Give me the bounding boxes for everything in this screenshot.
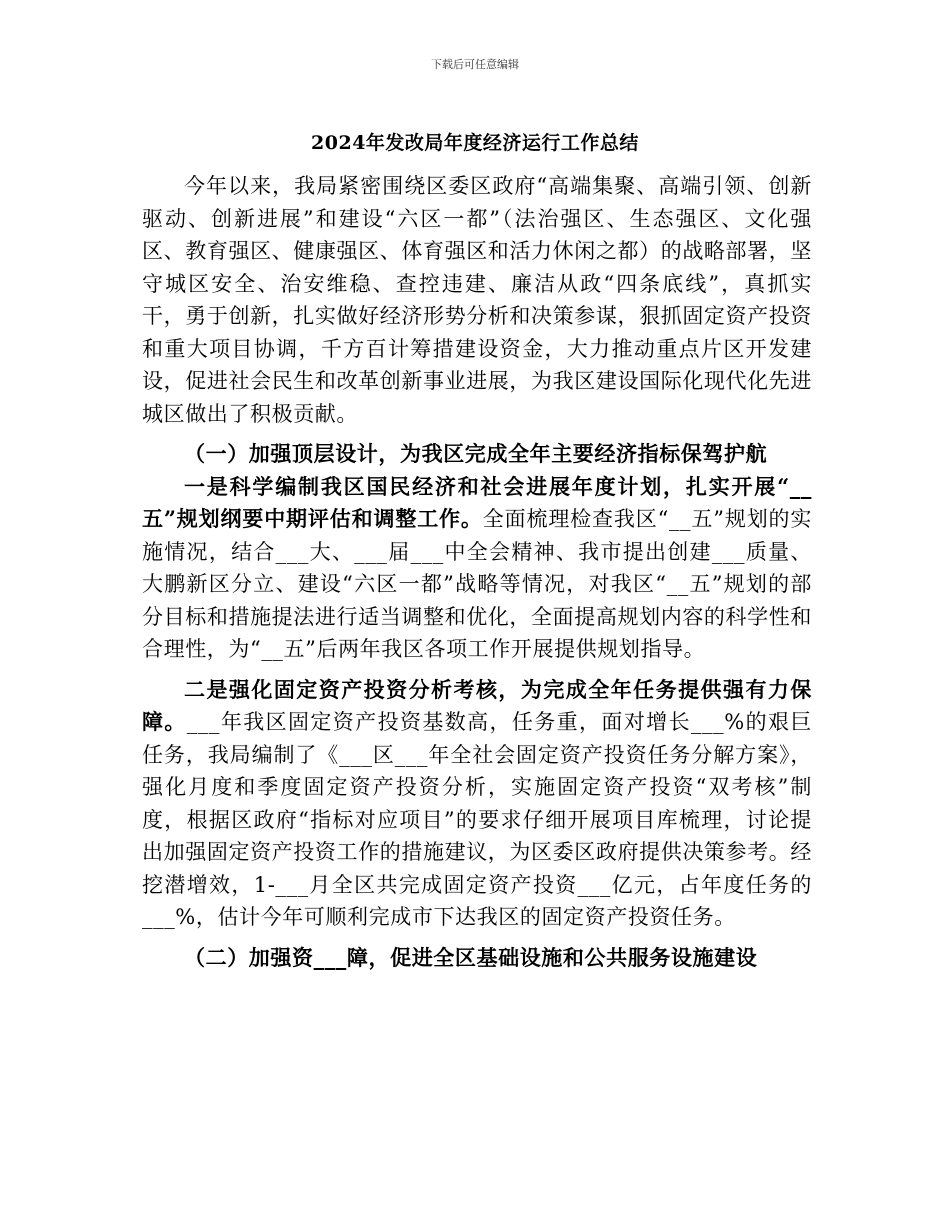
item-1-body: 全面梳理检查我区“__五”规划的实施情况，结合___大、___届___中全会精神、我市提出创建___质量、大鹏新区分立、建设“六区一都”战略等情况，对我区“__五”规划的部分目标和措施提法进行适当调整和优化，全面提高规划内容的科学性和合理性，为“__五”后两年我区各项工作开展提供规划指导。 <box>142 507 813 661</box>
section-heading-1: （一）加强顶层设计，为我区完成全年主要经济指标保驾护航 <box>184 441 768 466</box>
intro-paragraph: 今年以来，我局紧密围绕区委区政府“高端集聚、高端引领、创新驱动、创新进展”和建设“六区一都”（法治强区、生态强区、文化强区、教育强区、健康强区、体育强区和活力休闲之都）的战略部署，坚守城区安全、治安维稳、查控违建、廉洁从政“四条底线”，真抓实干，勇于创新，扎实做好经济形势分析和决策参谋，狠抓固定资产投资和重大项目协调，千方百计筹措建设资金，大力推动重点片区开发建设，促进社会民生和改革创新事业进展，为我区建设国际化现代化先进城区做出了积极贡献。 <box>142 174 812 426</box>
page-header-note: 下载后可任意编辑 <box>431 58 519 71</box>
document-body <box>142 170 812 974</box>
item-paragraph-1 <box>142 471 812 666</box>
item-2-lead: 二是强化固定资产投资分析考核，为完成全年任务提供强有力保障。 <box>142 676 812 734</box>
document-title: 2024年发改局年度经济运行工作总结 <box>311 132 639 154</box>
item-2-body: ___年我区固定资产投资基数高，任务重，面对增长___%的艰巨任务，我局编制了《___区___年全社会固定资产投资任务分解方案》，强化月度和季度固定资产投资分析，实施固定资产投资“双考核”制度，根据区政府“指标对应项目”的要求仔细开展项目库梳理，讨论提出加强固定资产投资工作的措施建议，为区委区政府提供决策参考。经挖潜增效，1-___月全区共完成固定资产投资___亿元，占年度任务的___%，估计今年可顺利完成市下达我区的固定资产投资任务。 <box>142 710 812 929</box>
section-heading-2: （二）加强资___障，促进全区基础设施和公共服务设施建设 <box>184 944 758 970</box>
item-paragraph-2 <box>142 674 812 934</box>
item-1-lead: 一是科学编制我区国民经济和社会进展年度计划，扎实开展“__五”规划纲要中期评估和调整工作。 <box>142 473 812 531</box>
